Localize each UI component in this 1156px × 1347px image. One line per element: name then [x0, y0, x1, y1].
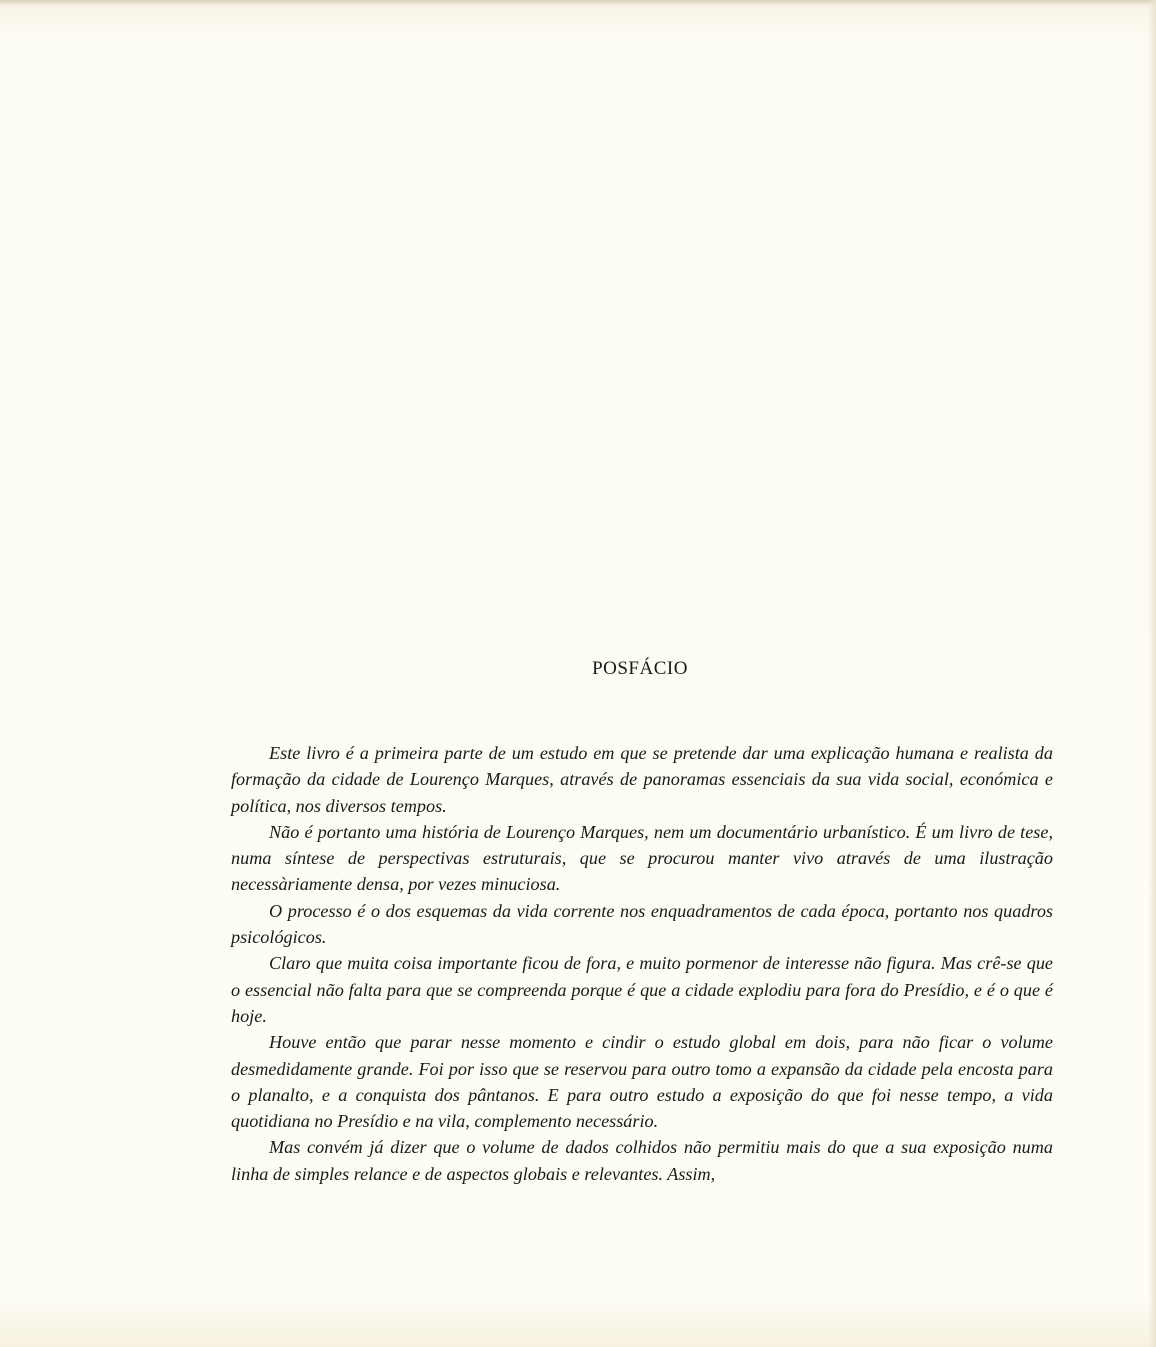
- paragraph: O processo é o dos esquemas da vida corrente nos enquadramentos de cada época, portanto nos quadros psicológicos.: [231, 900, 1053, 948]
- paragraph: Este livro é a primeira parte de um estudo em que se pretende dar uma explicação humana e realista da formação da cidade de Lourenço Marques, através de panoramas essenciais da sua vida social, económica e política, nos diversos tempos.: [231, 743, 1053, 816]
- paragraph: Houve então que parar nesse momento e cindir o estudo global em dois, para não ficar o volume desmedidamente grande. Foi por isso que se reservou para outro tomo a expansão da cidade pela encosta para o planalto, e a conquista dos pântanos. E para outro estudo a exposição do que foi nesse tempo, a vida quotidiana no Presídio e na vila, complemento necessário.: [231, 1032, 1053, 1132]
- body-text: [231, 740, 1053, 1187]
- page-top-edge: [0, 0, 1156, 6]
- page-title: POSFÁCIO: [592, 658, 688, 679]
- paragraph: Não é portanto uma história de Lourenço Marques, nem um documentário urbanístico. É um livro de tese, numa síntese de perspectivas estruturais, que se procurou manter vivo através de uma ilustração necessàriamente densa, por vezes minuciosa.: [231, 821, 1053, 895]
- page-right-edge: [1148, 0, 1156, 1347]
- paragraph: Claro que muita coisa importante ficou de fora, e muito pormenor de interesse não figura. Mas crê-se que o essencial não falta para que se compreenda porque é que a cidade explodiu para fora do Presídio, e é o que é hoje.: [231, 953, 1053, 1026]
- paragraph: Mas convém já dizer que o volume de dados colhidos não permitiu mais do que a sua exposição numa linha de simples relance e de aspectos globais e relevantes. Assim,: [231, 1137, 1053, 1184]
